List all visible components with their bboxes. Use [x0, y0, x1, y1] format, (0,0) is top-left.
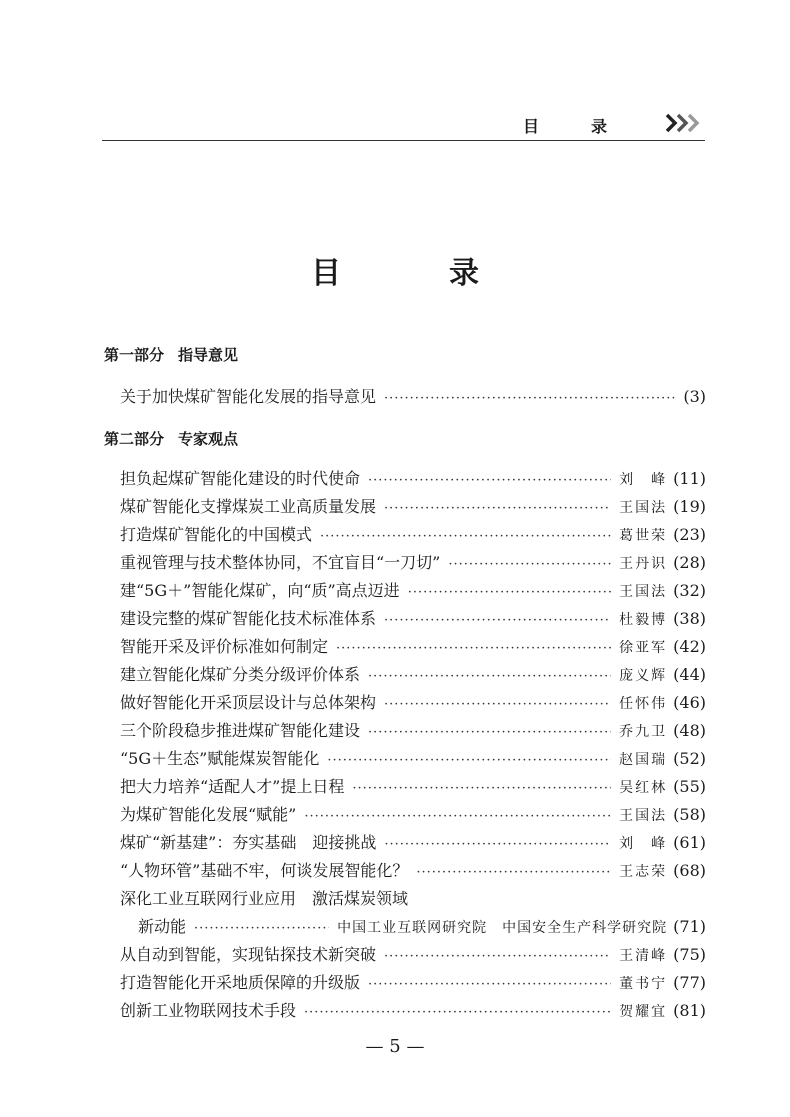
toc-entry-title: 煤矿智能化支撑煤炭工业高质量发展	[120, 497, 377, 516]
toc-entry-title: 为煤矿智能化发展“赋能”	[120, 805, 297, 824]
toc-entry[interactable]	[120, 942, 706, 968]
leader-dots	[384, 949, 611, 964]
leader-dots	[384, 837, 611, 852]
toc-entry[interactable]	[120, 662, 706, 688]
toc-entry[interactable]	[120, 384, 706, 410]
toc-entry-title: “5G＋生态”赋能煤炭智能化	[120, 749, 320, 768]
toc-entry[interactable]	[120, 550, 706, 576]
leader-dots	[368, 725, 611, 740]
section-heading-2	[104, 428, 238, 449]
toc-entry-author: 王志荣	[619, 864, 668, 880]
toc-entry-title: 创新工业物联网技术手段	[120, 1001, 297, 1020]
toc-entry-author: 葛世荣	[619, 528, 668, 544]
toc-entry[interactable]	[120, 802, 706, 828]
toc-entry-author: 王丹识	[619, 556, 668, 572]
toc-entry-page: ( 19 )	[673, 497, 706, 516]
section-name: 专家观点	[178, 430, 239, 448]
toc-entry-author: 任怀伟	[619, 696, 668, 712]
leader-dots	[336, 641, 611, 656]
toc-entry-author: 杜毅博	[619, 612, 668, 628]
toc-entry-page: ( 42 )	[673, 637, 706, 656]
toc-entry-title: 把大力培养“适配人才”提上日程	[120, 777, 345, 796]
toc-entry-author: 吴红林	[619, 780, 668, 796]
toc-entry[interactable]	[120, 858, 706, 884]
section-number: 第一部分	[104, 346, 165, 364]
toc-entry[interactable]	[120, 998, 706, 1024]
toc-entry-author: 庞义辉	[619, 668, 668, 684]
toc-entry-title: 智能开采及评价标准如何制定	[120, 637, 329, 656]
toc-entry-page: ( 46 )	[673, 693, 706, 712]
toc-entry[interactable]	[120, 634, 706, 660]
toc-entry-page: ( 52 )	[673, 749, 706, 768]
toc-entry-continuation[interactable]	[138, 914, 706, 940]
toc-entry-title: 关于加快煤矿智能化发展的指导意见	[120, 387, 377, 406]
leader-dots	[384, 613, 611, 628]
toc-entry[interactable]	[120, 690, 706, 716]
toc-entry[interactable]	[120, 774, 706, 800]
toc-entry-page: ( 44 )	[673, 665, 706, 684]
toc-entry-page: ( 48 )	[673, 721, 706, 740]
chevrons-right-icon	[665, 112, 705, 134]
toc-entry-author: 徐亚军	[619, 640, 668, 656]
leader-dots	[304, 1005, 611, 1020]
running-header-title: 目录	[522, 117, 659, 136]
toc-entry-author: 贺耀宜	[619, 1004, 668, 1020]
toc-entry[interactable]	[120, 466, 706, 492]
toc-entry-title: “人物环管”基础不牢，何谈发展智能化？	[120, 861, 409, 880]
toc-entry-title: 打造智能化开采地质保障的升级版	[120, 973, 361, 992]
leader-dots	[384, 501, 611, 516]
toc-entry-title: 三个阶段稳步推进煤矿智能化建设	[120, 721, 361, 740]
toc-entry-first-line[interactable]	[120, 886, 706, 912]
toc-entry[interactable]	[120, 578, 706, 604]
toc-entry-page: ( 61 )	[673, 833, 706, 852]
toc-entry-title: 打造煤矿智能化的中国模式	[120, 525, 313, 544]
leader-dots	[416, 865, 611, 880]
leader-dots	[408, 585, 611, 600]
leader-dots	[327, 753, 611, 768]
leader-dots	[448, 557, 611, 572]
toc-entry-author: 王国法	[619, 500, 668, 516]
toc-entry-author: 赵国瑞	[619, 752, 668, 768]
toc-entry-title: 新动能	[138, 917, 187, 936]
toc-entry-page: ( 58 )	[673, 805, 706, 824]
toc-entry-page: ( 75 )	[673, 945, 706, 964]
toc-entry[interactable]	[120, 606, 706, 632]
toc-entry-page: ( 81 )	[673, 1001, 706, 1020]
leader-dots	[384, 697, 611, 712]
leader-dots	[320, 529, 611, 544]
toc-entry-page: ( 38 )	[673, 609, 706, 628]
section-number: 第二部分	[104, 430, 165, 448]
toc-entry-page: ( 3 )	[683, 387, 706, 406]
leader-dots	[194, 921, 329, 936]
leader-dots	[384, 391, 675, 406]
leader-dots	[368, 669, 611, 684]
toc-entry-title: 深化工业互联网行业应用 激活煤炭领域	[120, 889, 409, 908]
toc-entry-title: 建立智能化煤矿分类分级评价体系	[120, 665, 361, 684]
toc-entry[interactable]	[120, 494, 706, 520]
toc-entry-page: ( 77 )	[673, 973, 706, 992]
toc-entry-author: 中国工业互联网研究院 中国安全生产科学研究院	[337, 920, 668, 936]
toc-entry[interactable]	[120, 970, 706, 996]
leader-dots	[304, 809, 611, 824]
toc-entry-page: ( 23 )	[673, 525, 706, 544]
leader-dots	[368, 977, 611, 992]
toc-entry-page: ( 11 )	[673, 469, 706, 488]
toc-entry-title: 做好智能化开采顶层设计与总体架构	[120, 693, 377, 712]
toc-entry-title: 煤矿“新基建”：夯实基础 迎接挑战	[120, 833, 377, 852]
toc-entry[interactable]	[120, 830, 706, 856]
toc-entry-author: 刘 峰	[619, 836, 668, 852]
leader-dots	[352, 781, 611, 796]
page-title: 目录	[311, 256, 587, 291]
toc-entry-page: ( 55 )	[673, 777, 706, 796]
toc-entry-page: ( 71 )	[673, 917, 706, 936]
toc-entry[interactable]	[120, 718, 706, 744]
running-header	[102, 108, 705, 141]
toc-entry-page: ( 28 )	[673, 553, 706, 572]
section-heading-1	[104, 344, 238, 365]
toc-entry-author: 王清峰	[619, 948, 668, 964]
toc-entry-author: 乔九卫	[619, 724, 668, 740]
toc-entry-title: 建“5G＋”智能化煤矿，向“质”高点迈进	[120, 581, 400, 600]
toc-entry-title: 建设完整的煤矿智能化技术标准体系	[120, 609, 377, 628]
toc-entry-page: ( 68 )	[673, 861, 706, 880]
leader-dots	[368, 473, 611, 488]
toc-entry-title: 从自动到智能，实现钻探技术新突破	[120, 945, 377, 964]
section-name: 指导意见	[178, 346, 239, 364]
toc-entry[interactable]	[120, 522, 706, 548]
page-number: — 5 —	[365, 1036, 425, 1057]
toc-entry-title: 重视管理与技术整体协同，不宜盲目“一刀切”	[120, 553, 441, 572]
toc-entry-author: 董书宁	[619, 976, 668, 992]
toc-entry-page: ( 32 )	[673, 581, 706, 600]
toc-entry[interactable]	[120, 746, 706, 772]
toc-entry-author: 王国法	[619, 808, 668, 824]
toc-entry-author: 刘 峰	[619, 472, 668, 488]
toc-entry-author: 王国法	[619, 584, 668, 600]
toc-entry-title: 担负起煤矿智能化建设的时代使命	[120, 469, 361, 488]
